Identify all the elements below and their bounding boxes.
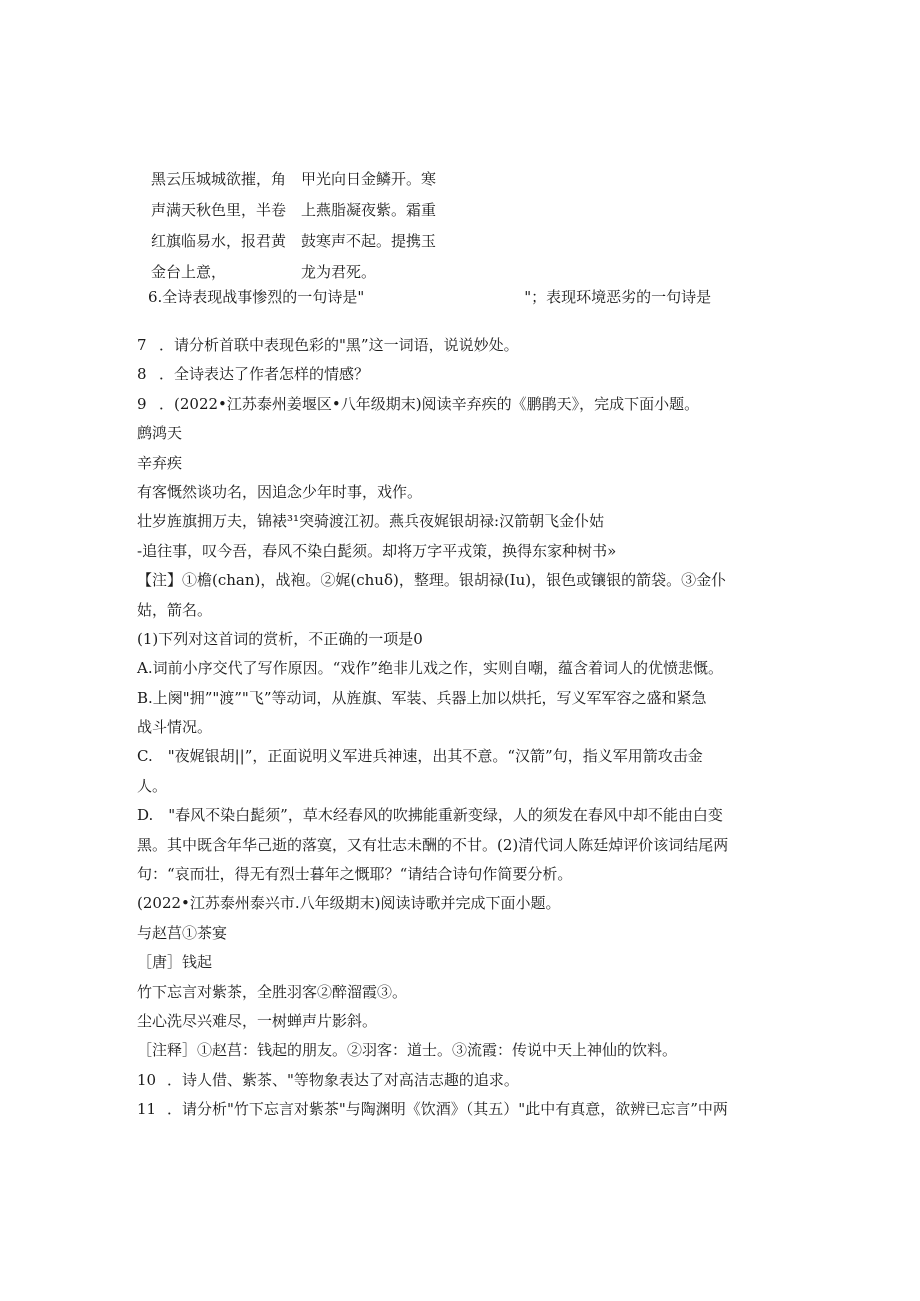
text-line <box>137 919 777 948</box>
line-text: ．请分析"竹下忘言对紫茶"与陶渊明《饮酒》（其五）"此中有真意，欲辨已忘言”中两 <box>167 1100 728 1119</box>
poem-line: 龙为君死。 <box>301 263 377 281</box>
text-line <box>137 684 777 713</box>
text-line <box>137 537 777 566</box>
text-line <box>137 478 777 507</box>
line-text: 句：“哀而壮，得无有烈士暮年之慨耶？“请结合诗句作简要分析。 <box>137 865 573 884</box>
line-text: D. "春风不染白髭须”，草木经春风的吹拂能重新变绿，人的须发在春风中却不能由白变 <box>137 806 723 825</box>
line-text: 辛弃疾 <box>137 453 183 472</box>
poem-line: 鼓寒声不起。提携玉 <box>301 232 437 250</box>
line-text: 【注】①檐(chan)，战袍。②娓(chuδ)，整理。银胡禄(Iu)，银色或镶银的箭袋。③金仆 <box>137 571 727 590</box>
text-line <box>137 713 777 742</box>
text-line <box>137 1066 777 1095</box>
text-line <box>137 360 777 389</box>
line-text: ［唐］钱起 <box>137 953 213 972</box>
text-line <box>137 801 777 830</box>
line-text: -追往事，叹今吾，春风不染白髭须。却将万字平戎策，换得东家种树书» <box>137 541 617 560</box>
poem-line: 甲光向日金鳞开。寒 <box>301 170 437 188</box>
text-line <box>137 1007 777 1036</box>
line-text: 战斗情况。 <box>137 718 213 737</box>
line-text: 与赵莒①茶宴 <box>137 923 228 942</box>
text-line <box>137 889 777 918</box>
text-line <box>137 449 777 478</box>
line-text: ．诗人借、紫茶、"等物象表达了对高洁志趣的追求。 <box>167 1070 519 1089</box>
poem-line: 声满天秋色里，半卷 <box>151 201 287 219</box>
text-line <box>137 596 777 625</box>
text-line <box>137 978 777 1007</box>
text-line <box>137 390 777 419</box>
line-text: 有客慨然谈功名，因追念少年时事，戏作。 <box>137 482 423 501</box>
line-text: ．(2022•江苏泰州姜堰区•八年级期末)阅读辛弃疾的《鹏鹃天》，完成下面小题。 <box>159 394 700 413</box>
text-line <box>137 1095 777 1124</box>
line-text: A.词前小序交代了写作原因。“戏作”绝非儿戏之作，实则自嘲，蕴含着词人的优愤悲慨。 <box>137 659 723 678</box>
poem-line: 金台上意， <box>151 263 227 281</box>
text-line <box>137 419 777 448</box>
text-line <box>137 654 777 683</box>
text-line <box>137 948 777 977</box>
poem-right-column <box>301 164 436 288</box>
poem-line: 红旗临易水，报君黄 <box>151 232 287 250</box>
question-number: 11 <box>137 1100 157 1119</box>
text-line <box>137 831 777 860</box>
line-text: ［注释］①赵莒：钱起的朋友。②羽客：道士。③流霞：传说中天上神仙的饮料。 <box>137 1041 678 1060</box>
line-text: 黑。其中既含年华己逝的落寞，又有壮志未酬的不甘。(2)清代词人陈廷焯评价该词结尾两 <box>137 835 729 854</box>
poem-left-column <box>151 164 286 288</box>
line-text: 姑，箭名。 <box>137 600 213 619</box>
line-text: (2022•江苏泰州泰兴市.八年级期末)阅读诗歌并完成下面小题。 <box>137 894 561 913</box>
question-6 <box>148 286 711 308</box>
line-text: 尘心洗尽兴难尽，一树蝉声片影斜。 <box>137 1011 378 1030</box>
line-text: 壮岁旌旗拥万夫，锦裱³¹突骑渡江初。燕兵夜娓银胡禄:汉箭朝飞金仆姑 <box>137 512 605 531</box>
text-line <box>137 742 777 771</box>
question-6-part1: 6.全诗表现战事惨烈的一句诗是" <box>148 288 365 306</box>
text-line <box>137 507 777 536</box>
question-number: 9 <box>137 394 147 413</box>
text-line <box>137 331 777 360</box>
question-number: 10 <box>137 1070 157 1089</box>
line-text: (1)下列对这首词的赏析，不正确的一项是0 <box>137 629 423 648</box>
line-text: ．全诗表达了作者怎样的情感？ <box>159 365 370 384</box>
line-text: ．请分析首联中表现色彩的"黑”这一词语，说说妙处。 <box>159 336 519 354</box>
document-body <box>137 331 777 1125</box>
poem-line: 黑云压城城欲摧，角 <box>151 170 287 188</box>
text-line <box>137 860 777 889</box>
line-text: 人。 <box>137 776 168 795</box>
text-line <box>137 566 777 595</box>
line-text: B.上阕"拥”"渡”"飞”等动词，从旌旗、军装、兵器上加以烘托，写义军军容之盛和紧急 <box>137 688 707 707</box>
line-text: 竹下忘言对紫茶，全胜羽客②醉溜霞③。 <box>137 982 408 1001</box>
text-line <box>137 1036 777 1065</box>
text-line <box>137 772 777 801</box>
line-text: 鹧鸿天 <box>137 424 183 443</box>
question-6-part2: "；表现环境恶劣的一句诗是 <box>524 288 712 306</box>
text-line <box>137 625 777 654</box>
poem-line: 上燕脂凝夜紫。霜重 <box>301 201 437 219</box>
question-number: 8 <box>137 365 147 384</box>
line-text: C. "夜娓银胡||”，正面说明义军进兵神速，出其不意。“汉箭”句，指义军用箭攻击金 <box>137 747 703 766</box>
question-number: 7 <box>137 336 147 354</box>
